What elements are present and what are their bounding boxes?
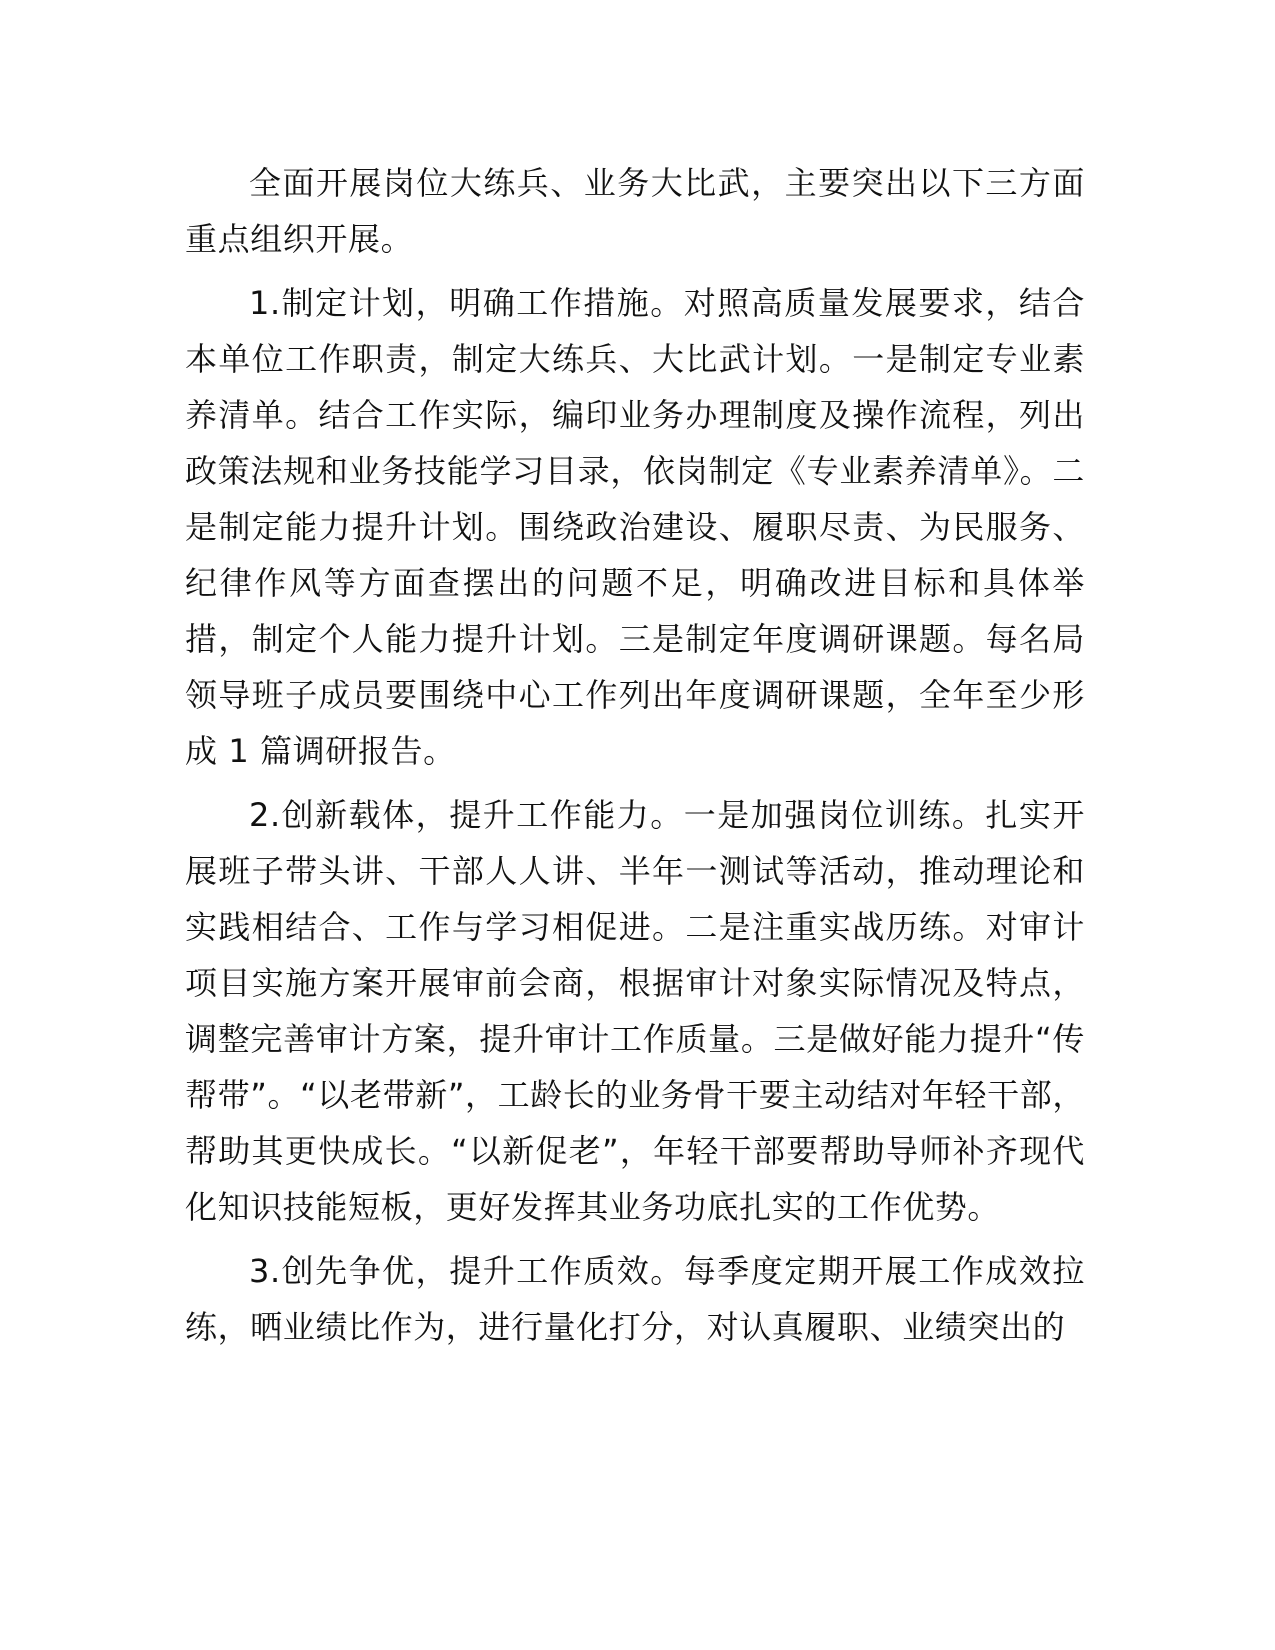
paragraph-section-2: 2.创新载体，提升工作能力。一是加强岗位训练。扎实开展班子带头讲、干部人人讲、半年一测试等活动，推动理论和实践相结合、工作与学习相促进。二是注重实战历练。对审计项目实施方案开展审前会商，根据审计对象实际情况及特点，调整完善审计方案，提升审计工作质量。三是做好能力提升“传帮带”。“以老带新”，工龄长的业务骨干要主动结对年轻干部，帮助其更快成长。“以新促老”，年轻干部要帮助导师补齐现代化知识技能短板，更好发挥其业务功底扎实的工作优势。	[185, 796, 1085, 1226]
paragraph-section-1: 1.制定计划，明确工作措施。对照高质量发展要求，结合本单位工作职责，制定大练兵、大比武计划。一是制定专业素养清单。结合工作实际，编印业务办理制度及操作流程，列出政策法规和业务技能学习目录，依岗制定《专业素养清单》。二是制定能力提升计划。围绕政治建设、履职尽责、为民服务、纪律作风等方面查摆出的问题不足，明确改进目标和具体举措，制定个人能力提升计划。三是制定年度调研课题。每名局领导班子成员要围绕中心工作列出年度调研课题，全年至少形成 1 篇调研报告。	[185, 284, 1085, 770]
paragraph-intro: 全面开展岗位大练兵、业务大比武，主要突出以下三方面重点组织开展。	[185, 164, 1085, 258]
paragraph-section-3: 3.创先争优，提升工作质效。每季度定期开展工作成效拉练，晒业绩比作为，进行量化打分，对认真履职、业绩突出的	[185, 1252, 1085, 1346]
document-body	[185, 155, 1085, 1363]
